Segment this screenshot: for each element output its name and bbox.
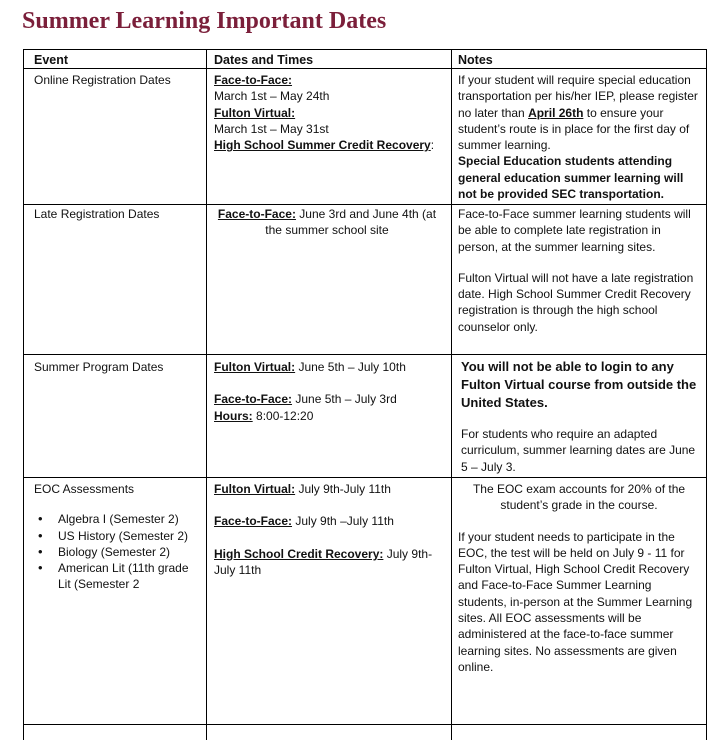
event-online-registration: Online Registration Dates xyxy=(34,73,171,87)
summer-program-dates: Fulton Virtual: June 5th – July 10th Face-to-Face: June 5th – July 3rd Hours: 8:00-12:20 xyxy=(214,360,406,423)
header-notes: Notes xyxy=(458,53,493,67)
eoc-course-list xyxy=(34,511,202,592)
eoc-dates: Fulton Virtual: July 9th-July 11th Face-to-Face: July 9th –July 11th High School Credit Recovery: July 9th-July 11th xyxy=(214,482,433,577)
list-item: • Biology (Semester 2) xyxy=(34,544,202,560)
event-late-registration: Late Registration Dates xyxy=(34,207,160,221)
header-dates: Dates and Times xyxy=(214,53,314,67)
header-event: Event xyxy=(34,53,69,67)
eoc-notes: The EOC exam accounts for 20% of the student’s grade in the course. If your student needs to participate in the EOC, the test will be held on July 9 - 11 for Fulton Virtual, High School Credit Recovery and Face-to-Face Summer Learning students, in-person at the Summer Learning sites. All EOC assessments will be administered at the face-to-face summer learning sites. No assessments are given online. xyxy=(458,482,693,674)
row-divider xyxy=(24,204,706,205)
event-summer-program: Summer Program Dates xyxy=(34,360,164,374)
page-title: Summer Learning Important Dates xyxy=(22,8,387,34)
column-divider xyxy=(206,50,207,740)
list-item: • US History (Semester 2) xyxy=(34,528,202,544)
event-eoc-assessments: EOC Assessments • Algebra I (Semester 2) • US History (Semester 2) • Biology (Semester 2) • American Lit (11th grade Lit (Semester 2 xyxy=(34,481,202,593)
row-divider xyxy=(24,477,706,478)
online-registration-notes: If your student will require special education transportation per his/her IEP, please register no later than April 26th to ensure your student’s route is in place for the first day of summer learning. Special Education students attending general education summer learning will not be provided SEC transportation. xyxy=(458,73,698,202)
list-item: • American Lit (11th grade Lit (Semester 2 xyxy=(34,560,202,593)
row-divider xyxy=(24,354,706,355)
dates-table xyxy=(23,49,707,740)
summer-program-notes: You will not be able to login to any Fulton Virtual course from outside the United States. For students who require an adapted curriculum, summer learning dates are June 5 – July 3. xyxy=(461,359,697,474)
row-divider xyxy=(24,724,706,725)
late-registration-notes: Face-to-Face summer learning students will be able to complete late registration in person, at the summer learning sites. Fulton Virtual will not have a late registration date. High School Summer Credit Recovery registration is through the high school counselor only. xyxy=(458,207,694,334)
late-registration-dates: Face-to-Face: June 3rd and June 4th (at the summer school site xyxy=(217,207,437,238)
online-registration-dates: Face-to-Face: March 1st – May 24th Fulton Virtual: March 1st – May 31st High School Summer Credit Recovery: xyxy=(214,73,435,153)
column-divider xyxy=(451,50,452,740)
list-item: • Algebra I (Semester 2) xyxy=(34,511,202,527)
row-divider xyxy=(24,68,706,69)
